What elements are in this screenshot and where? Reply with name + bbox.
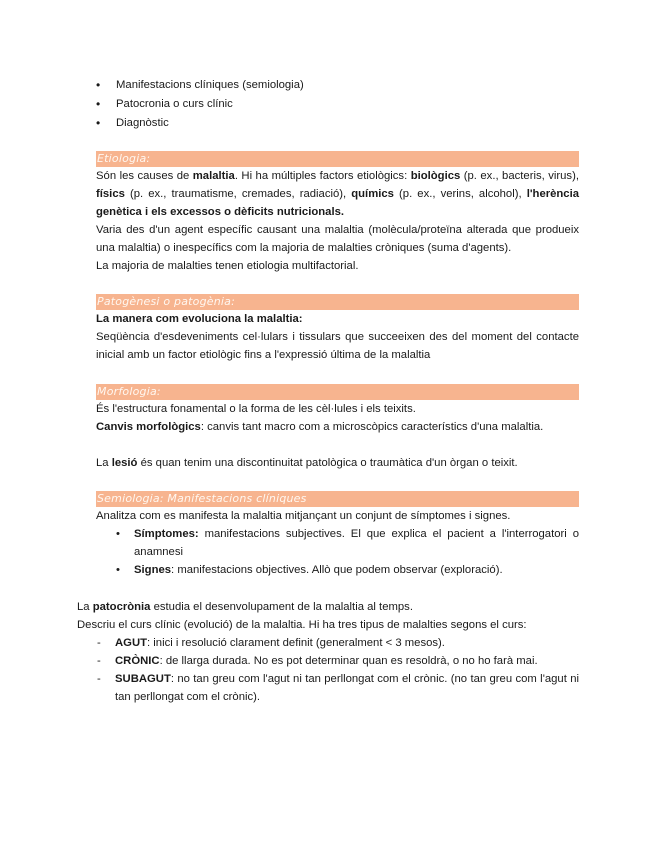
patocronia-section xyxy=(77,598,579,706)
etiologia-paragraph: Són les causes de malaltia. Hi ha múltiples factors etiològics: biològics (p. ex., bacteris, virus), físics (p. ex., traumatisme, cremades, radiació), químics (p. ex., verins, alcohol), l'herència genètica i els excessos o dèficits nutricionals. xyxy=(96,170,580,218)
patogenesi-section xyxy=(96,294,579,364)
list-item: - SUBAGUT: no tan greu com l'agut ni tan perllongat com el crònic. (no tan greu com l'agut ni tan perllongat com el crònic). xyxy=(77,670,579,706)
list-item: • Patocronia o curs clínic xyxy=(96,95,576,114)
morfologia-paragraph-3: La lesió és quan tenim una discontinuitat patològica o traumàtica d'un òrgan o teixit. xyxy=(96,457,518,469)
patocronia-paragraph: La patocrònia estudia el desenvolupament de la malaltia al temps. xyxy=(77,601,413,613)
list-item: • Símptomes: manifestacions subjectives. El que explica el pacient a l'interrogatori o anamnesi xyxy=(96,525,579,561)
section-header-patogenesi: Patogènesi o patogènia: xyxy=(96,294,579,310)
list-item: - AGUT: inici i resolució clarament definit (generalment < 3 mesos). xyxy=(77,634,579,652)
list-item: • Diagnòstic xyxy=(96,114,576,133)
etiologia-section xyxy=(96,151,579,275)
semiologia-section xyxy=(96,491,579,579)
list-item: • Signes: manifestacions objectives. Allò que podem observar (exploració). xyxy=(96,561,579,579)
list-item: - CRÒNIC: de llarga durada. No es pot determinar quan es resoldrà, o no ho farà mai. xyxy=(77,652,579,670)
morfologia-paragraph-2: Canvis morfològics: canvis tant macro com a microscòpics característics d'una malaltia. xyxy=(96,421,544,433)
semiologia-paragraph: Analitza com es manifesta la malaltia mitjançant un conjunt de símptomes i signes. xyxy=(96,510,511,522)
patogenesi-subtitle: La manera com evoluciona la malaltia: xyxy=(96,313,303,325)
patocronia-paragraph-2: Descriu el curs clínic (evolució) de la malaltia. Hi ha tres tipus de malalties segons el curs: xyxy=(77,619,527,631)
list-item: • Manifestacions clíniques (semiologia) xyxy=(96,76,576,95)
section-header-semiologia: Semiologia: Manifestacions clíniques xyxy=(96,491,579,507)
etiologia-paragraph-3: La majoria de malalties tenen etiologia multifactorial. xyxy=(96,260,359,272)
topics-list xyxy=(96,76,576,133)
morfologia-section xyxy=(96,384,579,472)
curs-list xyxy=(77,634,579,706)
etiologia-paragraph-2: Varia des d'un agent específic causant una malaltia (molècula/proteïna alterada que produeix una malaltia) o inespecífics com la majoria de malalties cròniques (suma d'agents). xyxy=(96,224,579,254)
patogenesi-paragraph: Seqüència d'esdeveniments cel·lulars i tissulars que succeeixen des del moment del contacte inicial amb un factor etiològic fins a l'expressió última de la malaltia xyxy=(96,331,579,361)
section-header-etiologia: Etiologia: xyxy=(96,151,579,167)
section-header-morfologia: Morfologia: xyxy=(96,384,579,400)
semiologia-list xyxy=(96,525,579,579)
morfologia-paragraph: És l'estructura fonamental o la forma de les cèl·lules i els teixits. xyxy=(96,403,416,415)
